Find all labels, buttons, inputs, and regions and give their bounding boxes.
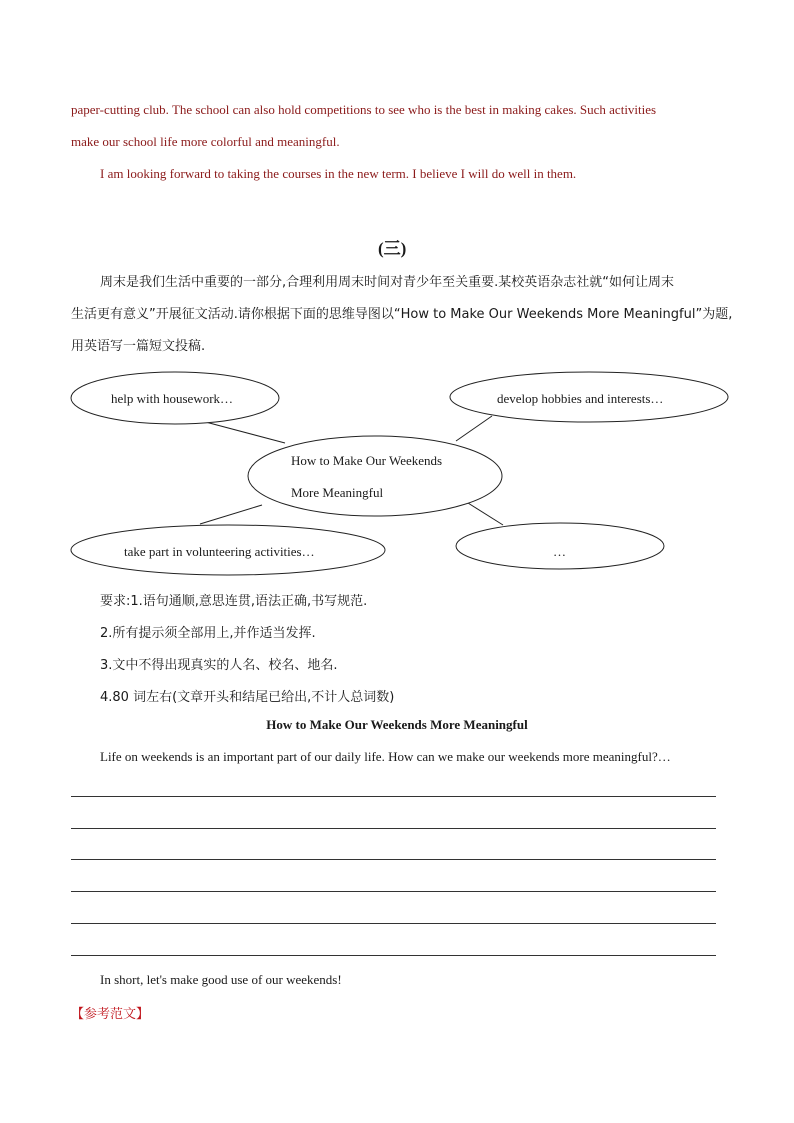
node-label-top-left: help with housework… [111,391,234,406]
answer-line[interactable] [71,796,716,797]
answer-line[interactable] [71,923,716,924]
prev-essay-line-3: I am looking forward to taking the courses in the new term. I believe I will do well in them. [100,166,577,181]
node-label-top-right: develop hobbies and interests… [497,391,664,406]
center-label-line-1: How to Make Our Weekends [291,453,443,468]
node-label-bottom-right: … [553,544,566,559]
requirement-1: 要求:1.语句通顺,意思连贯,语法正确,书写规范. [100,594,368,609]
intro-line-2: 生活更有意义”开展征文活动.请你根据下面的思维导图以“How to Make Our Weekends More Meaningful”为题, [71,307,733,322]
essay-title: How to Make Our Weekends More Meaningful [266,717,528,732]
connector-bottom-left [200,505,262,524]
answer-line[interactable] [71,955,716,956]
answer-line[interactable] [71,828,716,829]
connector-top-right [456,416,492,441]
answer-line[interactable] [71,891,716,892]
connector-bottom-right [468,503,503,525]
essay-closing: In short, let's make good use of our weekends! [100,972,342,987]
mind-map [0,360,794,585]
center-ellipse [248,436,502,516]
intro-line-3: 用英语写一篇短文投稿. [71,339,206,354]
connector-top-left [198,420,285,443]
requirement-4: 4.80 词左右(文章开头和结尾已给出,不计人总词数) [100,690,395,705]
intro-line-1: 周末是我们生活中重要的一部分,合理利用周末时间对青少年至关重要.某校英语杂志社就“如何让周末 [100,275,675,290]
prev-essay-line-1: paper-cutting club. The school can also hold competitions to see who is the best in making cakes. Such activities [71,102,657,117]
requirement-2: 2.所有提示须全部用上,并作适当发挥. [100,626,316,641]
node-label-bottom-left: take part in volunteering activities… [124,544,315,559]
answer-line[interactable] [71,859,716,860]
reference-label: 【参考范文】 [71,1007,150,1022]
essay-opening: Life on weekends is an important part of our daily life. How can we make our weekends more meaningful?… [100,749,671,764]
center-label-line-2: More Meaningful [291,485,384,500]
requirement-3: 3.文中不得出现真实的人名、校名、地名. [100,658,338,673]
prev-essay-line-2: make our school life more colorful and meaningful. [71,134,340,149]
section-title: (三) [378,239,407,258]
